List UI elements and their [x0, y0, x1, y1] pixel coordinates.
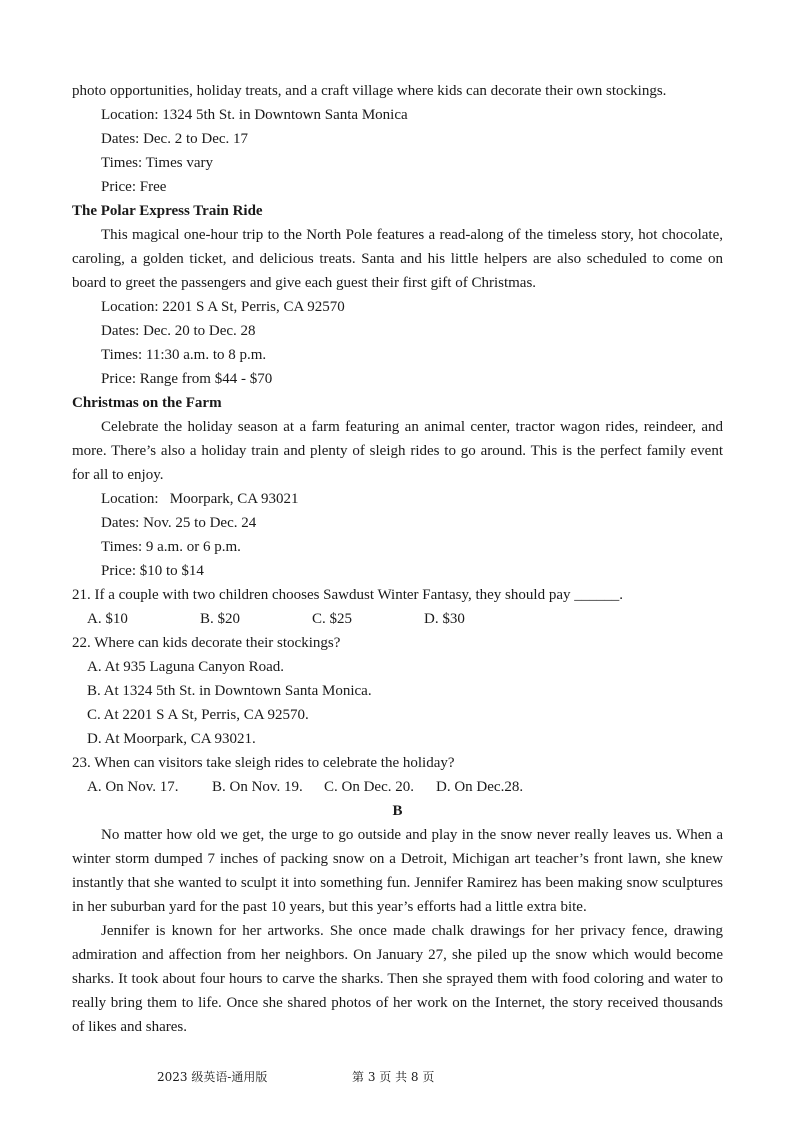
question-22-option-a: A. At 935 Laguna Canyon Road. — [87, 659, 285, 675]
event3-times: Times: 9 a.m. or 6 p.m. — [101, 539, 241, 555]
event3-description: Celebrate the holiday season at a farm featuring an animal center, tractor wagon rides, reindeer, and more. There’s also a holiday train and plenty of sleigh rides to go around. This is the perfect family event for all to enjoy. — [72, 419, 723, 483]
section-b-paragraph-1: No matter how old we get, the urge to go outside and play in the snow never really leaves us. When a winter storm dumped 7 inches of packing snow on a Detroit, Michigan art teacher’s front lawn, she knew instantly that she wanted to sculpt it into something fun. Jennifer Ramirez has been making snow sculptures in her suburban yard for the past 10 years, but this year’s efforts had a little extra bite. — [72, 827, 723, 915]
question-23-option-c: C. On Dec. 20. — [324, 779, 414, 795]
event3-title: Christmas on the Farm — [72, 395, 222, 411]
question-23-stem: 23. When can visitors take sleigh rides to celebrate the holiday? — [72, 755, 455, 771]
question-23-options — [72, 775, 723, 799]
event1-times: Times: Times vary — [101, 155, 213, 171]
intro-line: photo opportunities, holiday treats, and a craft village where kids can decorate their own stockings. — [72, 83, 667, 99]
question-23-option-d: D. On Dec.28. — [436, 779, 524, 795]
question-22-option-c: C. At 2201 S A St, Perris, CA 92570. — [87, 707, 309, 723]
footer-page-number: 第 3 页 共 8 页 — [352, 1070, 435, 1084]
question-23-option-b: B. On Nov. 19. — [212, 779, 303, 795]
question-21-options — [72, 607, 723, 631]
question-22-option-b: B. At 1324 5th St. in Downtown Santa Monica. — [87, 683, 372, 699]
section-b-paragraph-2: Jennifer is known for her artworks. She once made chalk drawings for her privacy fence, drawing admiration and affection from her neighbors. On January 27, she piled up the snow which would become sharks. It took about four hours to carve the sharks. Then she sprayed them with food coloring and water to really bring them to life. Once she shared photos of her work on the Internet, the story received thousands of likes and shares. — [72, 923, 723, 1035]
event2-price: Price: Range from $44 - $70 — [101, 371, 273, 387]
question-21-option-a: A. $10 — [87, 611, 128, 627]
question-21-option-d: D. $30 — [424, 611, 465, 627]
question-21-option-c: C. $25 — [312, 611, 353, 627]
event3-price: Price: $10 to $14 — [101, 563, 204, 579]
question-21-stem: 21. If a couple with two children chooses Sawdust Winter Fantasy, they should pay ______. — [72, 587, 623, 603]
section-b-label: B — [392, 803, 403, 819]
event1-location: Location: 1324 5th St. in Downtown Santa Monica — [101, 107, 408, 123]
event1-price: Price: Free — [101, 179, 167, 195]
question-21-option-b: B. $20 — [200, 611, 241, 627]
event3-dates: Dates: Nov. 25 to Dec. 24 — [101, 515, 257, 531]
event2-title: The Polar Express Train Ride — [72, 203, 263, 219]
page-content — [72, 79, 723, 1039]
question-23-option-a: A. On Nov. 17. — [87, 779, 179, 795]
event1-dates: Dates: Dec. 2 to Dec. 17 — [101, 131, 249, 147]
event2-dates: Dates: Dec. 20 to Dec. 28 — [101, 323, 256, 339]
event3-location: Location: Moorpark, CA 93021 — [101, 491, 299, 507]
footer-edition: 2023 级英语-通用版 — [157, 1070, 268, 1084]
question-22-stem: 22. Where can kids decorate their stockings? — [72, 635, 341, 651]
event2-times: Times: 11:30 a.m. to 8 p.m. — [101, 347, 267, 363]
event2-description: This magical one-hour trip to the North Pole features a read-along of the timeless story, hot chocolate, caroling, a golden ticket, and delicious treats. Santa and his little helpers are also scheduled to come on board to greet the passengers and give each guest their first gift of Christmas. — [72, 227, 723, 291]
event2-location: Location: 2201 S A St, Perris, CA 92570 — [101, 299, 345, 315]
question-22-option-d: D. At Moorpark, CA 93021. — [87, 731, 256, 747]
